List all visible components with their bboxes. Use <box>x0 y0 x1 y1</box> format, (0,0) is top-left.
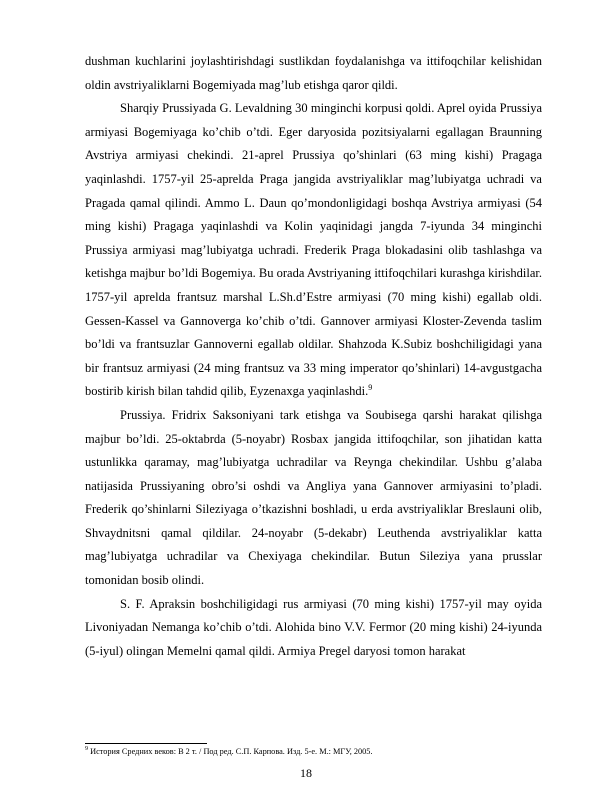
footnote-text: История Средних веков: В 2 т. / Под ред. С.П. Карпова. Изд. 5-е. М.: МГУ, 2005. <box>88 747 373 756</box>
paragraph-3 <box>85 404 542 593</box>
footnote-reference[interactable]: 9 <box>368 383 373 393</box>
page-body <box>85 50 542 663</box>
paragraph-4 <box>85 593 542 664</box>
paragraph-2-text: Sharqiy Prussiyada G. Levaldning 30 minginchi korpusi qoldi. Aprel oyida Prussiya armiyasi Bogemiyaga ko’chib o’tdi. Eger daryosida pozitsiyalarni egallagan Braunning Avstriya armiyasi chekindi. 21-aprel Prussiya qo’shinlari (63 ming kishi) Pragaga yaqinlashdi. 1757-yil 25-aprelda Praga jangida avstriyaliklar mag’lubiyatga uchradi va Pragada qamal qilindi. Ammo L. Daun qo’mondonligidagi boshqa Avstriya armiyasi (54 ming kishi) Pragaga yaqinlashdi va Kolin yaqinidagi jangda 7-iyunda 34 minginchi Prussiya armiyasi mag’lubiyatga uchradi. Frederik Praga blokadasini olib tashlashga va ketishga majbur bo’ldi Bogemiya. Bu orada Avstriyaning ittifoqchilari kurashga kirishdilar. 1757-yil aprelda frantsuz marshal L.Sh.d’Estre armiyasi (70 ming kishi) egallab oldi. Gessen-Kassel va Gannoverga ko’chib o’tdi. Gannover armiyasi Kloster-Zevenda taslim bo’ldi va frantsuzlar Gannoverni egallab oldilar. Shahzoda K.Subiz boshchiligidagi yana bir frantsuz armiyasi (24 ming frantsuz va 33 ming imperator qo’shinlari) 14-avgustgacha bostirib kirish bilan tahdid qilib, Eyzenaxga yaqinlashdi. <box>85 101 542 399</box>
paragraph-2 <box>85 97 542 404</box>
paragraph-1 <box>85 50 542 97</box>
paragraph-3-text: Prussiya. Fridrix Saksoniyani tark etishga va Soubisega qarshi harakat qilishga majbur bo’ldi. 25-oktabrda (5-noyabr) Rosbax jangida ittifoqchilar, son jihatidan katta ustunlikka qaramay, mag’lubiyatga uchradilar va Reynga chekindilar. Ushbu g’alaba natijasida Prussiyaning obro’si oshdi va Angliya yana Gannover armiyasini to’pladi. Frederik qo’shinlarni Sileziyaga o’tkazishni boshladi, u erda avstriyaliklar Breslauni olib, Shvaydnitsni qamal qildilar. 24-noyabr (5-dekabr) Leuthenda avstriyaliklar katta mag’lubiyatga uchradilar va Chexiyaga chekindilar. Butun Sileziya yana prusslar tomonidan bosib olindi. <box>85 407 542 588</box>
paragraph-4-text: S. F. Apraksin boshchiligidagi rus armiyasi (70 ming kishi) 1757-yil may oyida Livoniyadan Nemanga ko’chib o’tdi. Alohida bino V.V. Fermor (20 ming kishi) 24-iyunda (5-iyul) olingan Memelni qamal qildi. Armiya Pregel daryosi tomon harakat <box>85 596 542 658</box>
footnote-number: 9 <box>85 746 88 753</box>
footnote <box>85 747 542 757</box>
page-number: 18 <box>300 766 312 780</box>
footnote-divider <box>85 743 207 744</box>
paragraph-1-text: dushman kuchlarini joylashtirishdagi sustlikdan foydalanishga va ittifoqchilar kelishidan oldin avstriyaliklarni Bogemiyada mag’lub etishga qaror qildi. <box>85 54 542 92</box>
